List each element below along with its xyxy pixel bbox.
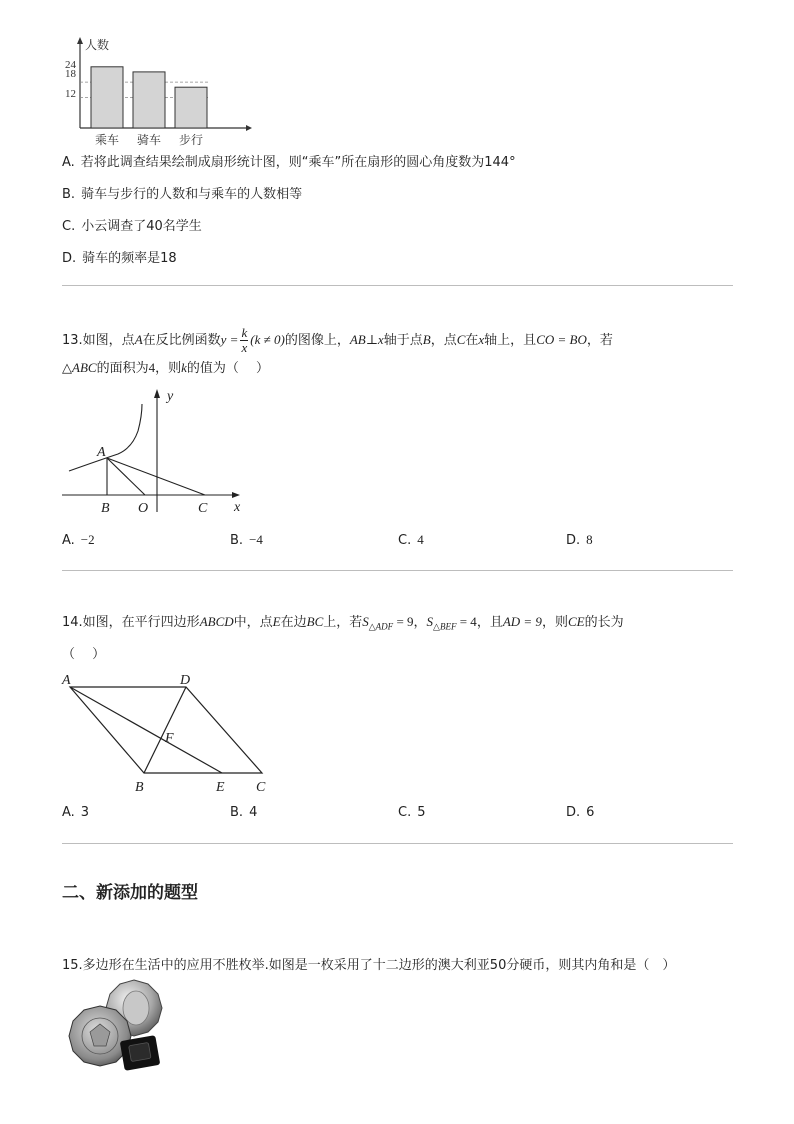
- point-e: E: [272, 614, 281, 629]
- segment-ae: [70, 687, 222, 773]
- y-axis-arrow: [154, 389, 160, 398]
- q14-text: ，且: [476, 615, 503, 630]
- q13-option-d: [566, 530, 593, 551]
- q14-text: 14.如图，在平行四边形: [62, 615, 200, 630]
- bars-group: [80, 67, 210, 128]
- divider: [62, 570, 733, 571]
- area-subscript: △BEF: [433, 621, 457, 632]
- option-text: −2: [80, 532, 95, 547]
- q14-figure: [58, 668, 278, 798]
- q14-option-a: [62, 803, 89, 823]
- coin-case-window: [129, 1042, 151, 1061]
- x-tick-label-0: 乘车: [94, 133, 120, 147]
- option-text: −4: [249, 532, 263, 547]
- segment-db: [144, 687, 186, 773]
- q14-option-d: [566, 803, 594, 823]
- option-text: 3: [80, 805, 90, 820]
- q14-text: 在边: [280, 615, 307, 630]
- option-label: A.: [62, 155, 75, 170]
- condition: (k ≠ 0): [250, 332, 285, 347]
- fraction-numerator: k: [241, 325, 248, 340]
- option-label: B.: [230, 533, 244, 548]
- option-label: B.: [230, 805, 244, 820]
- option-text: 4: [249, 805, 258, 820]
- q15-stem: 15.多边形在生活中的应用不胜枚举.如图是一枚采用了十二边形的澳大利亚50分硬币，则其内角和是（ ）: [62, 958, 676, 973]
- label-x: x: [234, 500, 241, 515]
- side-bc: BC: [306, 614, 324, 629]
- area-value: = 9: [393, 614, 414, 629]
- option-label: D.: [62, 251, 77, 266]
- x-axis-arrow: [246, 125, 252, 131]
- parallelogram: [70, 687, 262, 773]
- q13-stem-line2: [62, 358, 269, 379]
- point-b: B: [422, 332, 431, 347]
- label-a: A: [62, 673, 71, 688]
- option-label: C.: [398, 805, 412, 820]
- bar-乘车: [91, 67, 123, 128]
- y-axis-arrow: [77, 37, 83, 44]
- label-f: F: [165, 731, 174, 746]
- coin-photo: [64, 978, 170, 1074]
- label-e: E: [216, 780, 225, 795]
- divider: [62, 843, 733, 844]
- q14-option-c: [398, 803, 426, 823]
- area-symbol: S: [426, 614, 434, 629]
- q13-text: 在反比例函数: [142, 333, 221, 348]
- area-subscript: △ADF: [368, 621, 394, 632]
- y-tick-label-12: 12: [65, 88, 76, 100]
- q12-option-b: [62, 185, 302, 205]
- q12-option-d: [62, 249, 177, 269]
- q13-text: ，若: [586, 333, 613, 348]
- q14-stem-line1: [62, 612, 624, 637]
- var-x: x: [478, 332, 485, 347]
- option-text: 骑车与步行的人数和与乘车的人数相等: [81, 187, 303, 202]
- q13-figure: [60, 384, 260, 520]
- x-axis-arrow: [232, 492, 240, 498]
- label-y: y: [167, 389, 174, 404]
- q13-number: 13.如图，点: [62, 333, 135, 348]
- segment-ce: CE: [567, 614, 585, 629]
- x-tick-label-2: 步行: [178, 133, 204, 147]
- label-c: C: [198, 501, 208, 516]
- triangle-abc: △ABC: [62, 360, 97, 375]
- q12-option-a: [62, 153, 516, 173]
- area-symbol: S: [362, 614, 369, 629]
- q13-text: 在: [465, 333, 479, 348]
- equation-ad: AD = 9: [502, 614, 542, 629]
- q13-text: ，则: [155, 361, 182, 376]
- option-text: 4: [417, 532, 424, 547]
- option-label: B.: [62, 187, 76, 202]
- q13-option-c: [398, 530, 424, 551]
- q14-text: ，则: [541, 615, 568, 630]
- option-text: 小云调查了40名学生: [81, 219, 202, 234]
- segment-ao: [107, 458, 145, 495]
- y-axis-label: 人数: [85, 38, 110, 52]
- label-b: B: [101, 501, 110, 516]
- fraction-denominator: x: [241, 340, 248, 355]
- area-value: = 4: [456, 614, 477, 629]
- equation: CO = BO: [536, 332, 587, 347]
- q14-text: 的长为: [584, 615, 624, 630]
- q12-bar-chart: [60, 30, 260, 155]
- label-c: C: [256, 780, 266, 795]
- option-text: 8: [586, 532, 593, 547]
- option-text: 骑车的频率是18: [82, 251, 177, 266]
- label-o: O: [138, 501, 149, 516]
- perp-expr: AB⊥x: [349, 332, 384, 347]
- option-label: A.: [62, 805, 75, 820]
- formula-lhs: y =: [220, 332, 239, 347]
- q13-text: 轴上，且: [484, 333, 537, 348]
- q13-stem-line1: [62, 326, 613, 355]
- q13-text: 轴于点: [383, 333, 423, 348]
- q13-text: ，点: [430, 333, 457, 348]
- option-label: D.: [566, 533, 581, 548]
- option-text: 若将此调查结果绘制成扇形统计图，则“乘车”所在扇形的圆心角度数为144°: [80, 155, 516, 170]
- q14-text: 上，若: [323, 615, 363, 630]
- q14-stem-line2: （ ）: [62, 647, 106, 662]
- q12-option-c: [62, 217, 202, 237]
- q13-text: 的图像上，: [284, 333, 350, 348]
- option-text: 5: [417, 805, 426, 820]
- y-tick-label-24: 24: [65, 59, 76, 71]
- point-c: C: [456, 332, 466, 347]
- divider: [62, 285, 733, 286]
- option-label: C.: [62, 219, 76, 234]
- option-text: 6: [586, 805, 595, 820]
- q14-text: ，: [413, 615, 427, 630]
- hyperbola-curve: [69, 404, 142, 471]
- queen-portrait: [123, 991, 149, 1025]
- q14-text: 中，点: [233, 615, 273, 630]
- q13-text: 的面积为: [96, 361, 149, 376]
- y-tick-label-18: 18: [65, 68, 76, 80]
- parallelogram-abcd: ABCD: [199, 614, 234, 629]
- segment-ac: [107, 458, 205, 495]
- label-b: B: [135, 780, 144, 795]
- section-title: 二、新添加的题型: [62, 883, 198, 903]
- bar-步行: [175, 87, 207, 128]
- q14-option-b: [230, 803, 257, 823]
- option-label: A.: [62, 533, 75, 548]
- x-tick-label-1: 骑车: [136, 133, 162, 147]
- q13-option-a: [62, 530, 95, 551]
- q13-text: 的值为（ ）: [186, 361, 270, 376]
- area-value: 4: [148, 360, 156, 375]
- fraction: [240, 326, 248, 355]
- label-d: D: [180, 673, 191, 688]
- point-a: A: [134, 332, 143, 347]
- var-k: k: [181, 360, 187, 375]
- label-a: A: [97, 445, 106, 460]
- option-label: C.: [398, 533, 412, 548]
- bar-骑车: [133, 72, 165, 128]
- option-label: D.: [566, 805, 581, 820]
- q13-option-b: [230, 530, 263, 551]
